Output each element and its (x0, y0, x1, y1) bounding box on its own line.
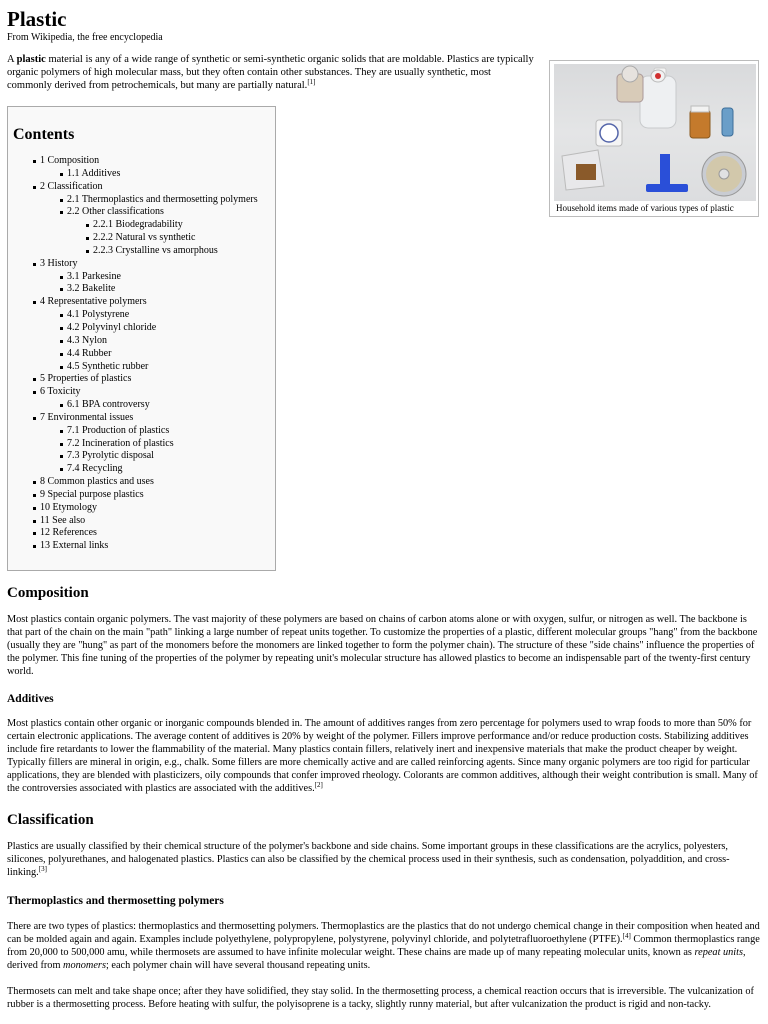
toc-item (8, 438, 258, 451)
additives-reference-link[interactable]: [2] (314, 780, 323, 789)
toc-item (8, 322, 258, 335)
toc-link[interactable]: 4.5 Synthetic rubber (67, 360, 149, 372)
intro-reference-link[interactable]: [1] (307, 78, 316, 86)
toc-link[interactable]: 2.2 Other classifications (67, 206, 164, 218)
toc-item (8, 515, 258, 528)
toc-item (8, 309, 258, 322)
toc-link[interactable]: 2.1 Thermoplastics and thermosetting polymers (67, 193, 258, 205)
thermo-text-c: , derived from (7, 946, 746, 971)
bullet-icon (33, 417, 36, 420)
bullet-icon (86, 224, 89, 227)
bullet-icon (60, 353, 63, 356)
infobox (549, 60, 759, 217)
toc-item (8, 194, 258, 207)
bullet-icon (60, 314, 63, 317)
bullet-icon (33, 160, 36, 163)
toc-link[interactable]: 7.4 Recycling (67, 463, 123, 475)
bullet-icon (60, 276, 63, 279)
toc-link[interactable]: 2.2.2 Natural vs synthetic (93, 232, 196, 244)
toc-item (8, 425, 258, 438)
toc-link[interactable]: 7.2 Incineration of plastics (67, 437, 174, 449)
toc-item (8, 476, 258, 489)
bullet-icon (60, 430, 63, 433)
page-title: Plastic (7, 7, 67, 31)
toc-item (8, 245, 258, 258)
infobox-caption: Household items made of various types of plastic (556, 203, 734, 213)
toc-link[interactable]: 2 Classification (40, 180, 103, 192)
bullet-icon (60, 340, 63, 343)
toc-item (8, 399, 258, 412)
bullet-icon (60, 327, 63, 330)
toc-heading: Contents (13, 126, 75, 143)
section-heading-thermoplastics: Thermoplastics and thermosetting polymers (7, 895, 224, 907)
toc-link[interactable]: 4.1 Polystyrene (67, 309, 130, 321)
intro-text-a: A (7, 54, 17, 65)
intro-text-rest: material is any of a wide range of synthetic or semi-synthetic organic solids that are moldable. Plastics are typically organic polymers of high molecular mass, but they often contain other substances. They are usually synthetic, most commonly derived from petrochemicals, but many are partially natural. (7, 54, 534, 91)
toc-link[interactable]: 4.2 Polyvinyl chloride (67, 321, 157, 333)
toc-link[interactable]: 12 References (40, 527, 97, 539)
section-heading-additives: Additives (7, 693, 54, 705)
bullet-icon (33, 378, 36, 381)
classification-text: Plastics are usually classified by their chemical structure of the polymer's backbone and side chains. Some important groups in these classifications are the acrylics, polyesters, silicones, polyurethanes, and halogenated plastics. Plastics can also be classified by the chemical process used in their synthesis, such as condensation, polyaddition, and cross-linking. (7, 841, 730, 878)
toc-item (8, 296, 258, 309)
toc-link[interactable]: 7.1 Production of plastics (67, 424, 170, 436)
household-plastics-photo[interactable] (554, 64, 756, 201)
thermo-text-a: There are two types of plastics: thermoplastics and thermosetting polymers. Thermoplastics are the plastics that do not undergo chemical change in their composition when heated and can be molded again and again. Examples include polyethylene, polypropylene, polystyrene, polyvinyl chloride, and polytetrafluoroethylene (PTFE). (7, 921, 760, 945)
section-heading-classification: Classification (7, 812, 94, 828)
bullet-icon (60, 404, 63, 407)
section-heading-composition: Composition (7, 585, 89, 601)
bullet-icon (60, 455, 63, 458)
toc-link[interactable]: 1 Composition (40, 155, 100, 166)
toc-item (8, 373, 258, 386)
intro-bold-term: plastic (16, 54, 46, 65)
toc-item (8, 219, 258, 232)
toc-item (8, 361, 258, 374)
bullet-icon (33, 507, 36, 510)
toc-link[interactable]: 4.3 Nylon (67, 334, 107, 346)
toc-item (8, 258, 258, 271)
toc-item (8, 181, 258, 194)
toc-link[interactable]: 4 Representative polymers (40, 296, 147, 308)
toc-item (8, 206, 258, 219)
toc-item (8, 450, 258, 463)
additives-text: Most plastics contain other organic or inorganic compounds blended in. The amount of additives ranges from zero percentage for polymers used to wrap foods to more than 50% for certain electronic applications. The average content of additives is 20% by weight of the polymer. Fillers improve performance and/or reduce production costs. Stabilizing additives include fire retardants to lower the flammability of the material. Many plastics contain fillers, relatively inert and inexpensive materials that make the product cheaper by weight. Typically fillers are mineral in origin, e.g., chalk. Some fillers are more chemically active and are called reinforcing agents. Since many organic polymers are too rigid for particular applications, they are blended with plasticizers, oily compounds that confer improved rheology. Colorants are common additives, although their weight contribution is small. Many of the controversies associated with plastics are associated with the additives. (7, 718, 758, 794)
toc-link[interactable]: 1.1 Additives (67, 167, 121, 179)
paragraph-thermoplastics-2: Thermosets can melt and take shape once; after they have solidified, they stay solid. In the thermosetting process, a chemical reaction occurs that is irreversible. The vulcanization of rubber is a thermosetting process. Before heating with sulfur, the polyisoprene is a tacky, slightly runny material, but after vulcanization the product is rigid and non-tacky. (7, 986, 754, 1010)
paragraph-composition: Most plastics contain organic polymers. The vast majority of these polymers are based on chains of carbon atoms alone or with oxygen, sulfur, or nitrogen as well. The backbone is that part of the chain on the main "path" linking a large number of repeat units together. To customize the properties of a plastic, different molecular groups "hang" from the backbone (usually they are "hung" as part of the monomers before the monomers are linked together to form the polymer chain). The structure of these "side chains" influence the properties of the polymer. This fine tuning of the properties of the polymer by repeating unit's molecular structure has allowed plastics to become an indispensable part of the twenty-first century world. (7, 614, 758, 677)
bullet-icon (33, 481, 36, 484)
toc-link[interactable]: 2.2.3 Crystalline vs amorphous (93, 244, 218, 256)
bullet-icon (60, 366, 63, 369)
toc-item (8, 489, 258, 502)
toc-link[interactable]: 8 Common plastics and uses (40, 476, 154, 488)
bullet-icon (33, 263, 36, 266)
toc-item (8, 348, 258, 361)
thermoplastics-reference-link[interactable]: [4] (622, 931, 631, 940)
toc-link[interactable]: 5 Properties of plastics (40, 373, 132, 385)
bullet-icon (60, 468, 63, 471)
bullet-icon (33, 391, 36, 394)
bullet-icon (60, 173, 63, 176)
bullet-icon (33, 532, 36, 535)
toc-link[interactable]: 3.1 Parkesine (67, 270, 121, 282)
toc-link[interactable]: 13 External links (40, 540, 109, 552)
intro-paragraph (7, 53, 537, 92)
toc-link[interactable]: 7.3 Pyrolytic disposal (67, 450, 154, 462)
bullet-icon (33, 494, 36, 497)
toc-link[interactable]: 11 See also (40, 514, 86, 526)
toc-link[interactable]: 6 Toxicity (40, 386, 81, 398)
toc-item (8, 232, 258, 245)
toc-link[interactable]: 2.2.1 Biodegradability (93, 219, 183, 231)
bullet-icon (60, 288, 63, 291)
toc-item (8, 271, 258, 284)
bullet-icon (33, 520, 36, 523)
bullet-icon (33, 186, 36, 189)
toc-item (8, 386, 258, 399)
toc-link[interactable]: 3 History (40, 257, 78, 269)
paragraph-classification (7, 841, 761, 880)
toc-link[interactable]: 9 Special purpose plastics (40, 488, 144, 500)
bullet-icon (86, 250, 89, 253)
toc-item (8, 155, 258, 168)
toc-item (8, 463, 258, 476)
toc-link[interactable]: 3.2 Bakelite (67, 283, 116, 295)
thermo-em-repeat-units: repeat units (694, 946, 744, 958)
bullet-icon (60, 199, 63, 202)
toc-item (8, 502, 258, 515)
thermo-text-d: ; each polymer chain will have several thousand repeating units. (105, 959, 371, 971)
toc-list (8, 155, 258, 553)
page-subtitle: From Wikipedia, the free encyclopedia (7, 32, 163, 43)
bullet-icon (86, 237, 89, 240)
classification-reference-link[interactable]: [3] (38, 864, 47, 873)
toc-link[interactable]: 7 Environmental issues (40, 411, 134, 423)
table-of-contents (7, 106, 276, 571)
toc-link[interactable]: 6.1 BPA controversy (67, 399, 150, 411)
bullet-icon (60, 443, 63, 446)
toc-item (8, 412, 258, 425)
thermo-text-b: Common thermoplastics range from 20,000 to 500,000 amu, while thermosets are assumed to have infinite molecular weight. These chains are made up of many repeating molecular units, known as (7, 933, 760, 958)
paragraph-additives (7, 718, 761, 795)
paragraph-thermoplastics-1 (7, 921, 761, 973)
toc-item (8, 335, 258, 348)
household-plastics-illustration (554, 64, 756, 201)
toc-link[interactable]: 4.4 Rubber (67, 347, 112, 359)
toc-item (8, 527, 258, 540)
bullet-icon (33, 301, 36, 304)
toc-link[interactable]: 10 Etymology (40, 501, 97, 513)
toc-item (8, 540, 258, 553)
toc-item (8, 283, 258, 296)
bullet-icon (60, 211, 63, 214)
thermo-em-monomers: monomers (63, 959, 106, 971)
bullet-icon (33, 545, 36, 548)
toc-item (8, 168, 258, 181)
